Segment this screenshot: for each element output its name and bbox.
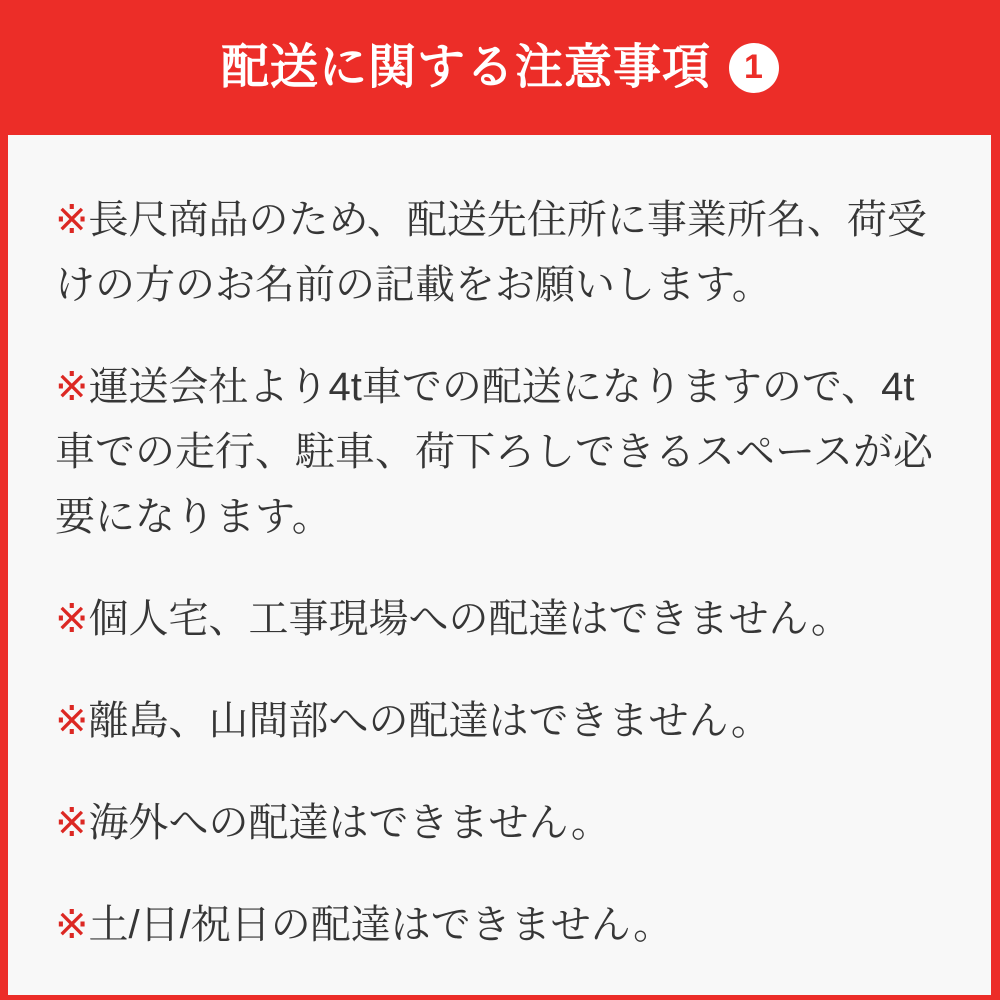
notice-text: 長尺商品のため、配送先住所に事業所名、荷受けの方のお名前の記載をお願いします。 (55, 198, 927, 307)
badge-number: 1 (744, 47, 764, 86)
page-title (220, 40, 779, 94)
reference-mark-icon: ※ (55, 597, 89, 641)
notice-text: 海外への配達はできません。 (88, 801, 611, 845)
notice-item-long-product (55, 188, 945, 318)
reference-mark-icon: ※ (55, 699, 89, 743)
notice-item-no-residential (55, 587, 945, 652)
notice-item-no-remote-islands (55, 689, 945, 754)
reference-mark-icon: ※ (55, 365, 89, 409)
reference-mark-icon: ※ (55, 801, 89, 845)
page-title-text: 配送に関する注意事項 (220, 40, 711, 94)
notice-text: 運送会社より4t車での配送になりますので、4t車での走行、駐車、荷下ろしできるスペースが必要になります。 (55, 365, 933, 539)
notice-item-4t-truck (55, 355, 945, 550)
notice-item-no-overseas (55, 791, 945, 856)
notice-text: 土/日/祝日の配達はできません。 (88, 903, 674, 947)
notice-item-no-weekend-delivery (55, 893, 945, 958)
circled-one-badge (729, 43, 779, 93)
header-banner (0, 0, 1000, 135)
reference-mark-icon: ※ (55, 903, 89, 947)
notice-card (8, 135, 991, 995)
notice-text: 離島、山間部への配達はできません。 (88, 699, 771, 743)
notice-text: 個人宅、工事現場への配達はできません。 (88, 597, 851, 641)
reference-mark-icon: ※ (55, 198, 89, 242)
